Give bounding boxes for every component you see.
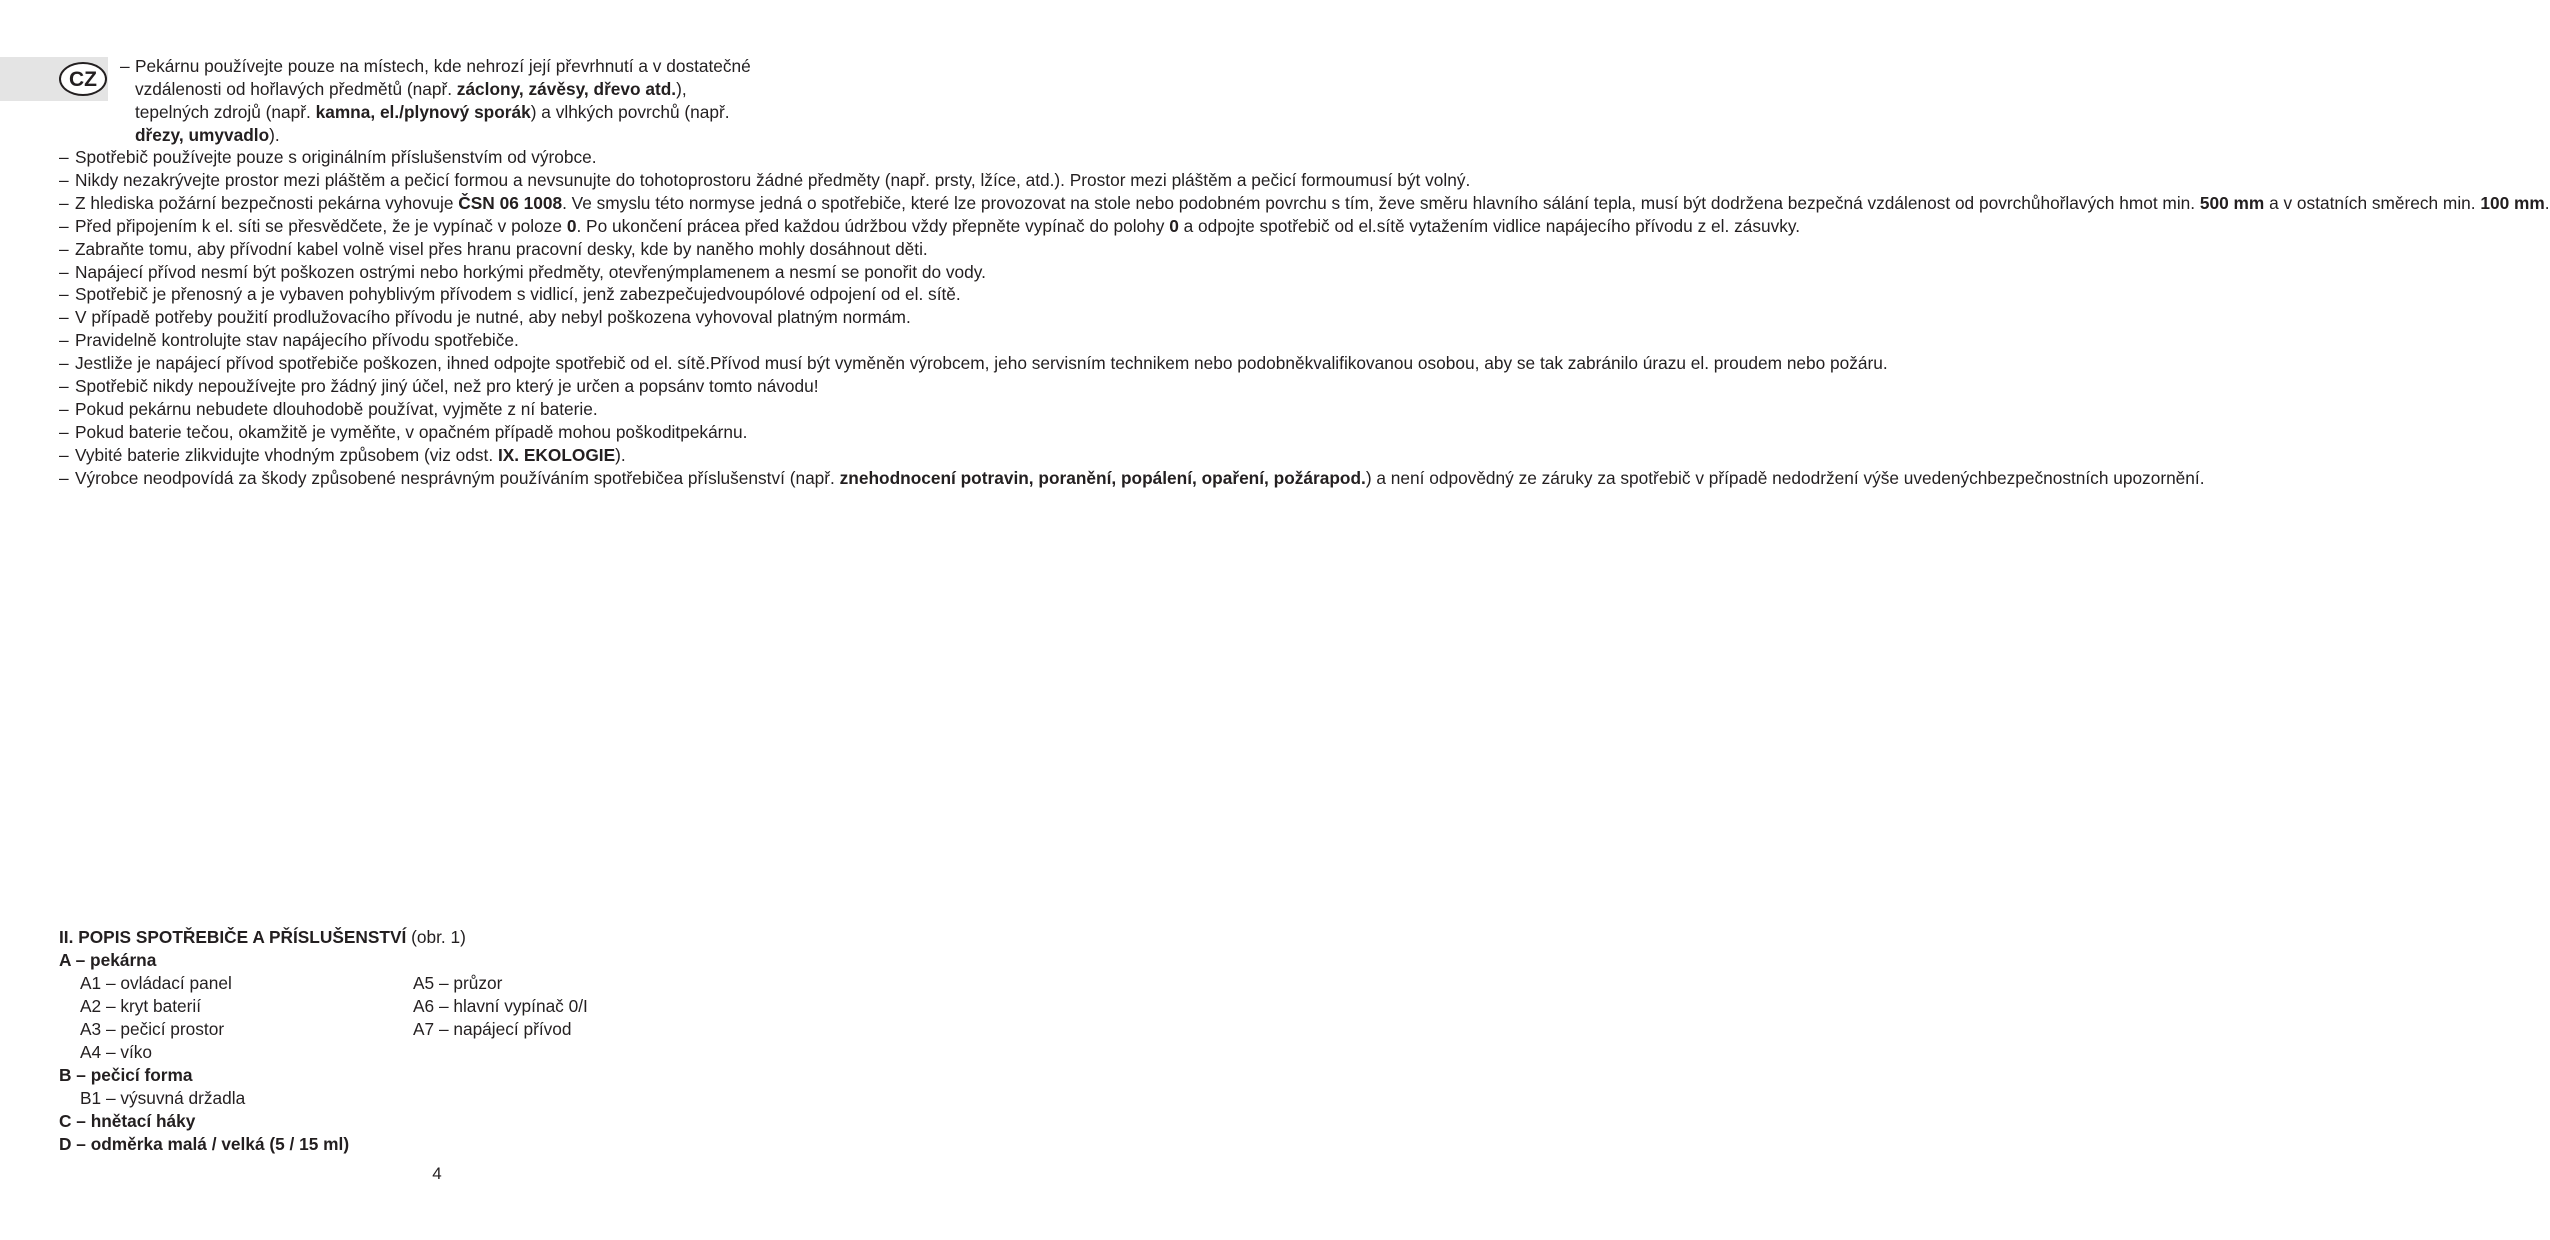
text-line: Pokud pekárnu nebudete dlouhodobě používat, vyjměte z ní baterie. <box>75 398 598 419</box>
safety-item: – Pokud pekárnu nebudete dlouhodobě používat, vyjměte z ní baterie. <box>59 398 598 419</box>
safety-item: – Spotřebič nikdy nepoužívejte pro žádný jiný účel, než pro který je určen a popsánv tomto návodu! <box>59 376 819 397</box>
text-line: kvalifikovanou osobou, aby se tak zabránilo úrazu el. proudem nebo požáru. <box>1304 353 1888 374</box>
safety-instructions-list <box>59 146 2550 490</box>
safety-item: – Napájecí přívod nesmí být poškozen ostrými nebo horkými předměty, otevřenýmplamenem a nesmí se ponořit do vody. <box>59 261 986 282</box>
text-line: se jedná o spotřebiče, které lze provozovat na stole nebo podobném povrchu s tím, že <box>736 192 1397 213</box>
page-number: 4 <box>432 1164 442 1183</box>
part-label: A7 – napájecí přívod <box>413 1018 572 1039</box>
part-label: A5 – průzor <box>413 973 503 993</box>
text-line: Zabraňte tomu, aby přívodní kabel volně visel přes hranu pracovní desky, kde by na <box>75 238 716 259</box>
text-line: V případě potřeby použití prodlužovacího přívodu je nutné, aby nebyl poškozen <box>75 307 682 328</box>
text-line: Přívod musí být vyměněn výrobcem, jeho servisním technikem nebo podobně <box>710 353 1305 374</box>
text-line: hořlavých hmot min. 500 mm a v ostatních směrech min. 100 mm. <box>2040 192 2550 213</box>
section-heading: II. POPIS SPOTŘEBIČE A PŘÍSLUŠENSTVÍ (obr. 1) <box>59 927 466 947</box>
group-a-title: A – pekárna <box>59 950 157 970</box>
text-line: něho mohly dosáhnout děti. <box>715 238 928 259</box>
text-line: tepelných zdrojů (např. kamna, el./plynový sporák) a vlhkých povrchů (např. <box>135 101 730 122</box>
text-line: Z hlediska požární bezpečnosti pekárna vyhovuje ČSN 06 1008. Ve smyslu této normy <box>75 192 737 213</box>
text-line: vzdálenosti od hořlavých předmětů (např. záclony, závěsy, dřevo atd.), <box>135 78 687 99</box>
safety-item: – Výrobce neodpovídá za škody způsobené nesprávným používáním spotřebičea příslušenství (např. znehodnocení potravin, poranění, popálení, opaření, požárapod.) a není odpovědný ze záruky za spotřebič v případě nedodržení výše uvedenýchbezpečnostních upozornění. <box>59 467 2205 488</box>
text-line: Před připojením k el. síti se přesvědčete, že je vypínač v poloze 0. Po ukončení práce <box>75 215 731 236</box>
text-line: Výrobce neodpovídá za škody způsobené nesprávným používáním spotřebiče <box>75 467 674 488</box>
text-line: pekárnu. <box>680 421 748 442</box>
text-line: plamenem a nesmí se ponořit do vody. <box>689 261 986 282</box>
text-line: a příslušenství (např. znehodnocení potravin, poranění, popálení, opaření, požár <box>673 467 1320 488</box>
part-label: A1 – ovládací panel <box>80 973 232 993</box>
part-label: A3 – pečicí prostor <box>80 1018 225 1039</box>
safety-item: – Spotřebič používejte pouze s originálním příslušenstvím od výrobce. <box>59 147 597 167</box>
text-line: v tomto návodu! <box>695 376 819 397</box>
group-d-title: D – odměrka malá / velká (5 / 15 ml) <box>59 1134 350 1154</box>
group-c-title: C – hnětací háky <box>59 1111 196 1131</box>
part-label: A4 – víko <box>80 1041 153 1062</box>
text-line: musí být volný. <box>1355 169 1471 190</box>
text-line: ve směru hlavního sálání tepla, musí být dodržena bezpečná vzdálenost od povrchů <box>1396 192 2041 213</box>
safety-item: – Z hlediska požární bezpečnosti pekárna vyhovuje ČSN 06 1008. Ve smyslu této normyse jedná o spotřebiče, které lze provozovat na stole nebo podobném povrchu s tím, ževe směru hlavního sálání tepla, musí být dodržena bezpečná vzdálenost od povrchůhořlavých hmot min. 500 mm a v ostatních směrech min. 100 mm. <box>59 192 2550 213</box>
group-b-title: B – pečicí forma <box>59 1065 193 1085</box>
part-label: A6 – hlavní vypínač 0/I <box>413 995 588 1016</box>
group-a-right-list <box>413 972 588 1041</box>
safety-item: – Nikdy nezakrývejte prostor mezi pláštěm a pečicí formou a nevsunujte do tohotoprostoru žádné předměty (např. prsty, lžíce, atd.). Prostor mezi pláštěm a pečicí formoumusí být volný. <box>59 169 1471 190</box>
text-line: Vybité baterie zlikvidujte vhodným způsobem (viz odst. IX. EKOLOGIE). <box>75 444 626 465</box>
language-badge: CZ <box>59 62 107 96</box>
text-line: dvoupólové odpojení od el. sítě. <box>716 284 961 305</box>
safety-item: – Pravidelně kontrolujte stav napájecího přívodu spotřebiče. <box>59 330 519 351</box>
group-b-sub: B1 – výsuvná držadla <box>80 1088 246 1108</box>
text-line: Spotřebič používejte pouze s originálním příslušenstvím od výrobce. <box>75 147 597 167</box>
safety-item-first: – Pekárnu používejte pouze na místech, kde nehrozí její převrhnutí a v dostatečné vzdálenosti od hořlavých předmětů (např. záclony, závěsy, dřevo atd.), tepelných zdrojů (např. kamna, el./plynový sporák) a vlhkých povrchů (např. dřezy, umyvadlo). <box>120 56 751 145</box>
text-line: Pekárnu používejte pouze na místech, kde nehrozí její převrhnutí a v dostatečné <box>135 56 751 76</box>
text-line: Pravidelně kontrolujte stav napájecího přívodu spotřebiče. <box>75 330 519 351</box>
text-line: sítě vytažením vidlice napájecího přívodu z el. zásuvky. <box>1376 215 1801 236</box>
text-line: prostoru žádné předměty (např. prsty, lžíce, atd.). Prostor mezi pláštěm a pečicí formou <box>687 169 1356 190</box>
text-line: dřezy, umyvadlo). <box>135 124 280 145</box>
safety-item: – V případě potřeby použití prodlužovacího přívodu je nutné, aby nebyl poškozena vyhovoval platným normám. <box>59 307 911 328</box>
text-line: a před každou údržbou vždy přepněte vypínač do polohy 0 a odpojte spotřebič od el. <box>730 215 1377 236</box>
text-line: Jestliže je napájecí přívod spotřebiče poškozen, ihned odpojte spotřebič od el. sítě. <box>75 353 710 374</box>
safety-item: – Před připojením k el. síti se přesvědčete, že je vypínač v poloze 0. Po ukončení prácea před každou údržbou vždy přepněte vypínač do polohy 0 a odpojte spotřebič od el.sítě vytažením vidlice napájecího přívodu z el. zásuvky. <box>59 215 1801 236</box>
safety-item: – Spotřebič je přenosný a je vybaven pohyblivým přívodem s vidlicí, jenž zabezpečujedvoupólové odpojení od el. sítě. <box>59 284 961 305</box>
text-line: Pokud baterie tečou, okamžitě je vyměňte, v opačném případě mohou poškodit <box>75 421 681 442</box>
safety-item: – Vybité baterie zlikvidujte vhodným způsobem (viz odst. IX. EKOLOGIE). <box>59 444 626 465</box>
text-line: a vyhovoval platným normám. <box>681 307 911 328</box>
safety-item: – Zabraňte tomu, aby přívodní kabel volně visel přes hranu pracovní desky, kde by naněho mohly dosáhnout děti. <box>59 238 928 259</box>
part-label: A2 – kryt baterií <box>80 995 202 1016</box>
text-line: Spotřebič je přenosný a je vybaven pohyblivým přívodem s vidlicí, jenž zabezpečuje <box>75 284 717 305</box>
text-line: apod.) a není odpovědný ze záruky za spotřebič v případě nedodržení výše uvedených <box>1319 467 1988 488</box>
group-a-left-list <box>80 972 232 1064</box>
text-line: Napájecí přívod nesmí být poškozen ostrými nebo horkými předměty, otevřeným <box>75 261 690 282</box>
safety-item: – Pokud baterie tečou, okamžitě je vyměňte, v opačném případě mohou poškoditpekárnu. <box>59 421 748 442</box>
text-line: Spotřebič nikdy nepoužívejte pro žádný jiný účel, než pro který je určen a popsán <box>75 376 696 397</box>
safety-item: – Jestliže je napájecí přívod spotřebiče poškozen, ihned odpojte spotřebič od el. sítě.Přívod musí být vyměněn výrobcem, jeho servisním technikem nebo podobněkvalifikovanou osobou, aby se tak zabránilo úrazu el. proudem nebo požáru. <box>59 353 1888 374</box>
text-line: bezpečnostních upozornění. <box>1987 467 2205 488</box>
text-line: Nikdy nezakrývejte prostor mezi pláštěm a pečicí formou a nevsunujte do tohoto <box>75 169 688 190</box>
